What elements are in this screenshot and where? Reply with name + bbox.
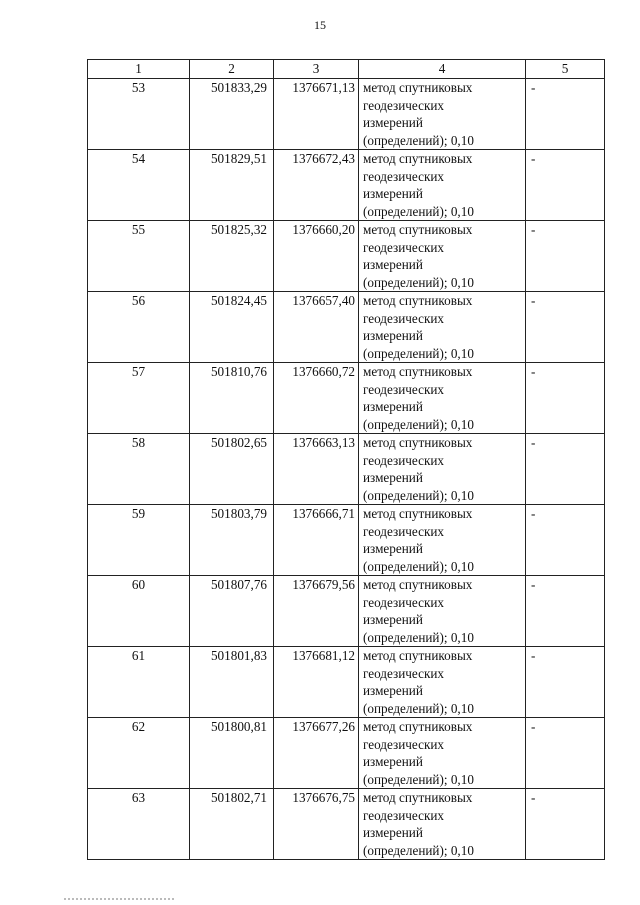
- point-number-cell: 53: [88, 79, 190, 150]
- method-text-line: (определений); 0,10: [363, 558, 474, 574]
- column-header: 2: [190, 60, 274, 79]
- point-number-cell: 61: [88, 647, 190, 718]
- x-coordinate-cell: 501829,51: [190, 150, 274, 221]
- x-coordinate-cell: 501807,76: [190, 576, 274, 647]
- method-text-line: (определений); 0,10: [363, 345, 474, 361]
- table-row: [88, 221, 605, 292]
- method-text-line: геодезических: [363, 807, 445, 823]
- method-text-line: (определений); 0,10: [363, 771, 474, 787]
- method-text-line: метод спутниковых: [363, 80, 473, 95]
- table-row: [88, 505, 605, 576]
- x-coordinate-cell: 501825,32: [190, 221, 274, 292]
- method-text-line: метод спутниковых: [363, 648, 473, 663]
- method-text-line: измерений: [363, 683, 423, 698]
- x-coordinate-cell: 501803,79: [190, 505, 274, 576]
- column5-cell: -: [526, 292, 605, 363]
- table-row: [88, 434, 605, 505]
- x-coordinate-cell: 501824,45: [190, 292, 274, 363]
- method-text-line: геодезических: [363, 310, 445, 326]
- method-text-line: геодезических: [363, 594, 445, 610]
- method-cell: [359, 647, 526, 718]
- column-header: 5: [526, 60, 605, 79]
- y-coordinate-cell: 1376679,56: [274, 576, 359, 647]
- point-number-cell: 58: [88, 434, 190, 505]
- x-coordinate-cell: 501802,71: [190, 789, 274, 860]
- method-text-line: метод спутниковых: [363, 222, 473, 237]
- point-number-cell: 55: [88, 221, 190, 292]
- method-text-line: измерений: [363, 470, 423, 485]
- column5-cell: -: [526, 221, 605, 292]
- table-row: [88, 576, 605, 647]
- table-row: [88, 79, 605, 150]
- y-coordinate-cell: 1376677,26: [274, 718, 359, 789]
- method-cell: [359, 363, 526, 434]
- y-coordinate-cell: 1376660,72: [274, 363, 359, 434]
- method-text-line: (определений); 0,10: [363, 629, 474, 645]
- method-text-line: измерений: [363, 541, 423, 556]
- method-text-line: измерений: [363, 115, 423, 130]
- method-cell: [359, 576, 526, 647]
- method-text-line: измерений: [363, 754, 423, 769]
- method-text-line: геодезических: [363, 523, 445, 539]
- table-row: [88, 292, 605, 363]
- method-text-line: метод спутниковых: [363, 577, 473, 592]
- y-coordinate-cell: 1376676,75: [274, 789, 359, 860]
- column5-cell: -: [526, 363, 605, 434]
- method-cell: [359, 718, 526, 789]
- method-text-line: (определений); 0,10: [363, 416, 474, 432]
- method-text-line: геодезических: [363, 239, 445, 255]
- method-text-line: измерений: [363, 612, 423, 627]
- method-text-line: (определений); 0,10: [363, 842, 474, 858]
- x-coordinate-cell: 501800,81: [190, 718, 274, 789]
- point-number-cell: 59: [88, 505, 190, 576]
- point-number-cell: 60: [88, 576, 190, 647]
- coordinates-table: [87, 59, 605, 860]
- column5-cell: -: [526, 718, 605, 789]
- table-row: [88, 718, 605, 789]
- footer-divider: [64, 898, 174, 904]
- point-number-cell: 62: [88, 718, 190, 789]
- column5-cell: -: [526, 79, 605, 150]
- method-text-line: геодезических: [363, 97, 445, 113]
- column-header: 1: [88, 60, 190, 79]
- page-number: 15: [314, 18, 326, 32]
- method-text-line: метод спутниковых: [363, 435, 473, 450]
- point-number-cell: 54: [88, 150, 190, 221]
- x-coordinate-cell: 501802,65: [190, 434, 274, 505]
- y-coordinate-cell: 1376663,13: [274, 434, 359, 505]
- point-number-cell: 63: [88, 789, 190, 860]
- method-cell: [359, 79, 526, 150]
- method-text-line: (определений); 0,10: [363, 132, 474, 148]
- method-text-line: метод спутниковых: [363, 506, 473, 521]
- table-row: [88, 789, 605, 860]
- method-text-line: метод спутниковых: [363, 364, 473, 379]
- table-row: [88, 647, 605, 718]
- method-text-line: метод спутниковых: [363, 719, 473, 734]
- column5-cell: -: [526, 789, 605, 860]
- table-row: [88, 363, 605, 434]
- method-cell: [359, 221, 526, 292]
- method-text-line: (определений); 0,10: [363, 487, 474, 503]
- method-text-line: геодезических: [363, 736, 445, 752]
- y-coordinate-cell: 1376660,20: [274, 221, 359, 292]
- x-coordinate-cell: 501810,76: [190, 363, 274, 434]
- point-number-cell: 57: [88, 363, 190, 434]
- method-text-line: метод спутниковых: [363, 790, 473, 805]
- method-text-line: измерений: [363, 825, 423, 840]
- method-cell: [359, 292, 526, 363]
- x-coordinate-cell: 501833,29: [190, 79, 274, 150]
- method-text-line: метод спутниковых: [363, 293, 473, 308]
- method-cell: [359, 789, 526, 860]
- method-text-line: геодезических: [363, 168, 445, 184]
- method-text-line: (определений); 0,10: [363, 700, 474, 716]
- y-coordinate-cell: 1376657,40: [274, 292, 359, 363]
- x-coordinate-cell: 501801,83: [190, 647, 274, 718]
- method-text-line: (определений); 0,10: [363, 274, 474, 290]
- column5-cell: -: [526, 505, 605, 576]
- method-text-line: геодезических: [363, 665, 445, 681]
- column-header: 4: [359, 60, 526, 79]
- y-coordinate-cell: 1376672,43: [274, 150, 359, 221]
- point-number-cell: 56: [88, 292, 190, 363]
- method-cell: [359, 150, 526, 221]
- column5-cell: -: [526, 647, 605, 718]
- method-cell: [359, 434, 526, 505]
- method-text-line: метод спутниковых: [363, 151, 473, 166]
- method-text-line: измерений: [363, 328, 423, 343]
- column5-cell: -: [526, 576, 605, 647]
- y-coordinate-cell: 1376666,71: [274, 505, 359, 576]
- method-text-line: измерений: [363, 186, 423, 201]
- y-coordinate-cell: 1376671,13: [274, 79, 359, 150]
- method-text-line: (определений); 0,10: [363, 203, 474, 219]
- method-cell: [359, 505, 526, 576]
- table-row: [88, 150, 605, 221]
- column5-cell: -: [526, 150, 605, 221]
- y-coordinate-cell: 1376681,12: [274, 647, 359, 718]
- method-text-line: геодезических: [363, 452, 445, 468]
- table-header-row: [88, 60, 605, 79]
- column5-cell: -: [526, 434, 605, 505]
- method-text-line: измерений: [363, 399, 423, 414]
- column-header: 3: [274, 60, 359, 79]
- method-text-line: геодезических: [363, 381, 445, 397]
- method-text-line: измерений: [363, 257, 423, 272]
